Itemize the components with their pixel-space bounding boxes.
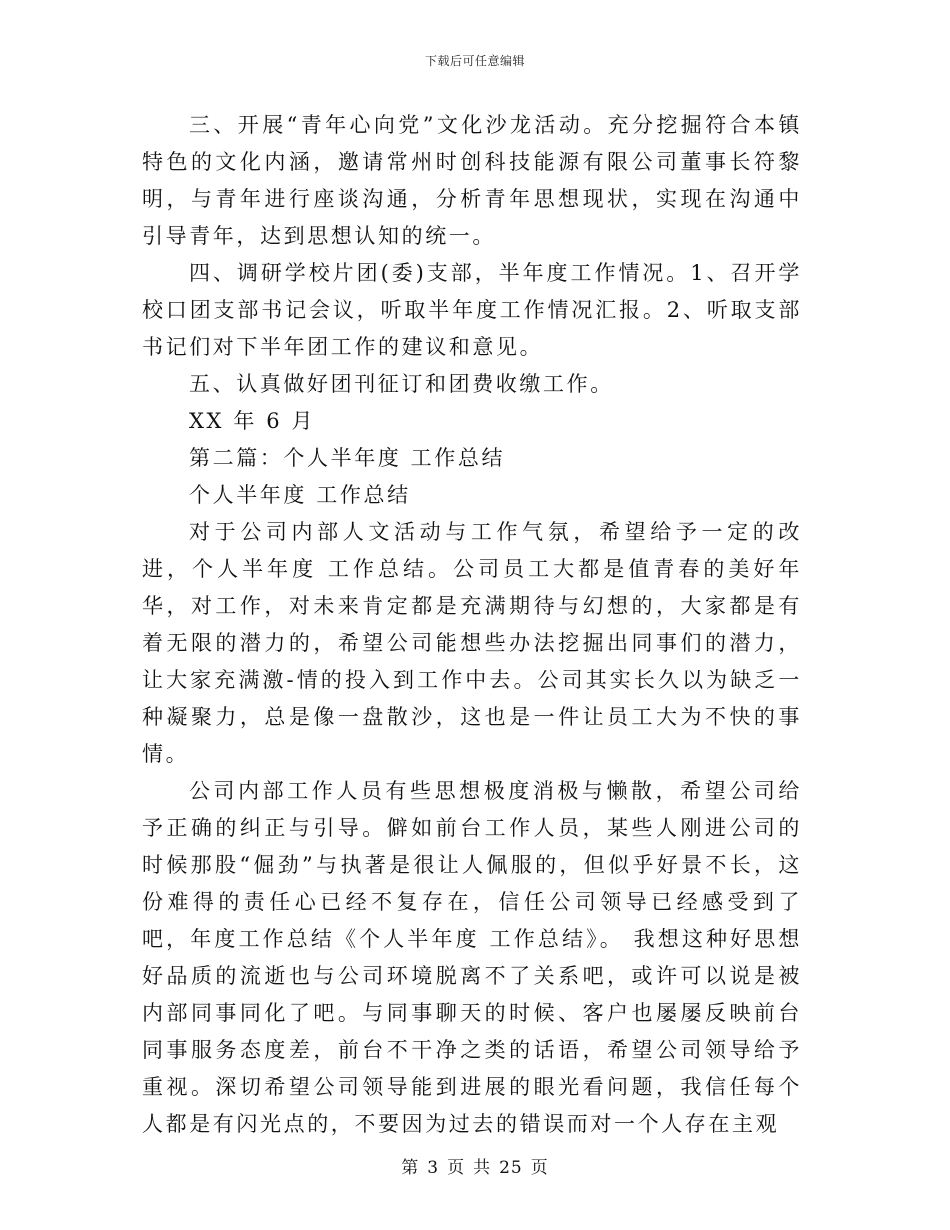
footer-total-pages: 25 xyxy=(499,1158,523,1178)
paragraph-section-five: 五、认真做好团刊征订和团费收缴工作。 xyxy=(189,372,614,396)
paragraph-culture: 对于公司内部人文活动与工作气氛，希望给予一定的改进，个人半年度 工作总结。公司员工大都是值青春的美好年华，对工作，对未来肯定都是充满期待与幻想的，大家都是有着无限的潜力的，希望公司能想些办法挖掘出同事们的潜力，让大家充满激-情的投入到工作中去。公司其实长久以为缺乏一种凝聚力，总是像一盘散沙，这也是一件让员工大为不快的事情。 xyxy=(142,520,802,766)
paragraph-subtitle: 个人半年度 工作总结 xyxy=(189,483,411,507)
footer-suffix: 页 xyxy=(530,1158,549,1178)
document-body xyxy=(142,107,802,1143)
footer-prefix: 第 xyxy=(401,1158,420,1178)
page-footer xyxy=(0,1153,950,1178)
paragraph-part-two-title: 第二篇：个人半年度 工作总结 xyxy=(189,446,506,470)
paragraph-attitude: 公司内部工作人员有些思想极度消极与懒散，希望公司给予正确的纠正与引导。僻如前台工作人员，某些人刚进公司的时候那股“倔劲”与执著是很让人佩服的，但似乎好景不长，这份难得的责任心已经不复存在，信任公司领导已经感受到了吧，年度工作总结《个人半年度 工作总结》。 我想这种好思想好品质的流逝也与公司环境脱离不了关系吧，或许可以说是被内部同事同化了吧。与同事聊天的时候、客户也屡屡反映前台同事服务态度差，前台不干净之类的话语，希望公司领导给予重视。深切希望公司领导能到进展的眼光看问题，我信任每个人都是有闪光点的，不要因为过去的错误而对一个人存在主观 xyxy=(142,779,802,1136)
paragraph-section-three: 三、开展“青年心向党”文化沙龙活动。充分挖掘符合本镇特色的文化内涵，邀请常州时创科技能源有限公司董事长符黎明，与青年进行座谈沟通，分析青年思想现状，实现在沟通中引导青年，达到思想认知的统一。 xyxy=(142,113,802,248)
footer-page-word: 页 xyxy=(447,1158,466,1178)
footer-total-word: 共 xyxy=(473,1158,492,1178)
paragraph-date: XX 年 6 月 xyxy=(189,409,316,433)
paragraph-section-four: 四、调研学校片团(委)支部，半年度工作情况。1、召开学校口团支部书记会议，听取半年度工作情况汇报。2、听取支部书记们对下半年团工作的建议和意见。 xyxy=(142,261,802,359)
page-header: 下载后可任意编辑 xyxy=(424,54,525,68)
footer-current-page: 3 xyxy=(427,1158,440,1178)
